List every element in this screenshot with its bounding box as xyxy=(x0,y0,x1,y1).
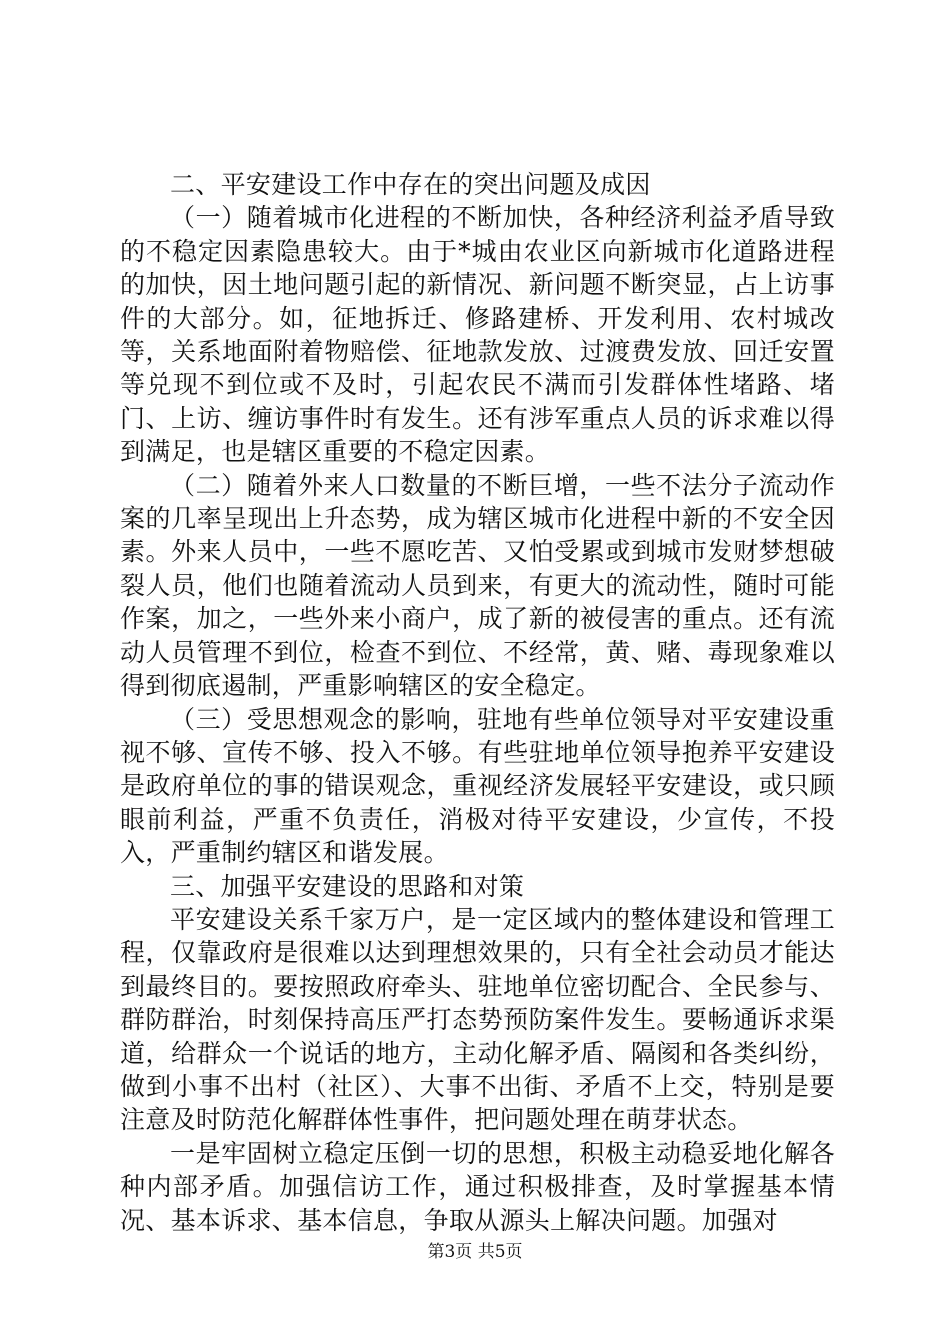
document-body xyxy=(120,168,835,1237)
paragraph-urbanization-conflicts: （一）随着城市化进程的不断加快，各种经济利益矛盾导致的不稳定因素隐患较大。由于*城由农业区向新城市化道路进程的加快，因土地问题引起的新情况、新问题不断突显，占上访事件的大部分。如，征地拆迁、修路建桥、开发利用、农村城改等，关系地面附着物赔偿、征地款发放、过渡费发放、回迁安置等兑现不到位或不及时，引起农民不满而引发群体性堵路、堵门、上访、缠访事件时有发生。还有涉军重点人员的诉求难以得到满足，也是辖区重要的不稳定因素。 xyxy=(120,203,835,467)
paragraph-stability-first: 一是牢固树立稳定压倒一切的思想，积极主动稳妥地化解各种内部矛盾。加强信访工作，通过积极排查，及时掌握基本情况、基本诉求、基本信息，争取从源头上解决问题。加强对 xyxy=(120,1138,835,1235)
section-heading-countermeasures: 三、加强平安建设的思路和对策 xyxy=(170,871,525,901)
paragraph-safety-overview: 平安建设关系千家万户，是一定区域内的整体建设和管理工程，仅靠政府是很难以达到理想效果的，只有全社会动员才能达到最终目的。要按照政府牵头、驻地单位密切配合、全民参与、群防群治，时刻保持高压严打态势预防案件发生。要畅通诉求渠道，给群众一个说话的地方，主动化解矛盾、隔阂和各类纠纷，做到小事不出村（社区）、大事不出街、矛盾不上交，特别是要注意及时防范化解群体性事件，把问题处理在萌芽状态。 xyxy=(120,904,835,1135)
section-heading-problems: 二、平安建设工作中存在的突出问题及成因 xyxy=(170,170,651,199)
paragraph-migrant-population: （二）随着外来人口数量的不断巨增，一些不法分子流动作案的几率呈现出上升态势，成为辖区城市化进程中新的不安全因素。外来人员中，一些不愿吃苦、又怕受累或到城市发财梦想破裂人员，他们也随着流动人员到来，有更大的流动性，随时可能作案，加之，一些外来小商户，成了新的被侵害的重点。还有流动人员管理不到位，检查不到位、不经常，黄、赌、毒现象难以得到彻底遏制，严重影响辖区的安全稳定。 xyxy=(120,470,835,701)
page-footer: 第3页 共5页 xyxy=(427,1242,523,1262)
paragraph-ideological-concepts: （三）受思想观念的影响，驻地有些单位领导对平安建设重视不够、宣传不够、投入不够。有些驻地单位领导抱养平安建设是政府单位的事的错误观念，重视经济发展轻平安建设，或只顾眼前利益，严重不负责任，消极对待平安建设，少宣传，不投入，严重制约辖区和谐发展。 xyxy=(120,704,835,868)
